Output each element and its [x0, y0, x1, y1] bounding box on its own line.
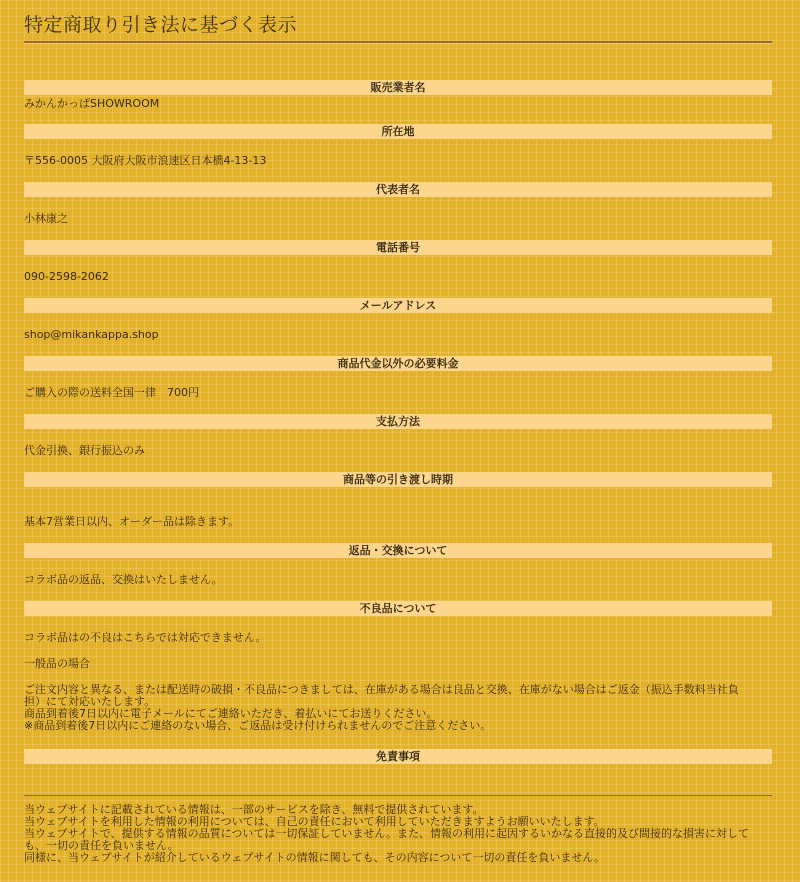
disclaimer-line: 当ウェブサイトで、提供する情報の品質については一切保証していません。また、情報の利用に起因するいかなる直接的及び間接的な損害に対して	[24, 827, 750, 840]
section-heading-email: メールアドレス	[24, 298, 772, 313]
representative-name: 小林康之	[24, 212, 68, 225]
section-heading-seller: 販売業者名	[24, 80, 772, 95]
shipping-fee: ご購入の際の送料全国一律 700円	[24, 386, 199, 399]
disclaimer-text	[24, 804, 774, 864]
collab-defect-note: コラボ品はの不良はこちらでは対応できません。	[24, 631, 267, 644]
disclaimer-divider	[24, 795, 772, 796]
section-heading-defects: 不良品について	[24, 601, 772, 616]
disclaimer-line: 当ウェブサイトを利用した情報の利用については、自己の責任において利用していただきますようお願いいたします。	[24, 815, 605, 828]
section-heading-phone: 電話番号	[24, 240, 772, 255]
disclaimer-line: も、一切の責任を負いません。	[24, 839, 179, 852]
defect-policy	[24, 684, 774, 732]
disclaimer-line: 同様に、当ウェブサイトが紹介しているウェブサイトの情報に関しても、その内容について一切の責任を負いません。	[24, 851, 606, 864]
returns-policy: コラボ品の返品、交換はいたしません。	[24, 573, 223, 586]
disclaimer-line: 当ウェブサイトに記載されている情報は、一部のサービスを除き、無料で提供されています。	[24, 803, 484, 816]
address: 〒556-0005 大阪府大阪市浪速区日本橋4-13-13	[24, 154, 267, 167]
page-title: 特定商取り引き法に基づく表示	[24, 14, 298, 36]
defect-line: 担）にて対応いたします。	[24, 695, 156, 708]
section-heading-representative: 代表者名	[24, 182, 772, 197]
section-heading-returns: 返品・交換について	[24, 543, 772, 558]
section-heading-extra-fees: 商品代金以外の必要料金	[24, 356, 772, 371]
defect-line: ご注文内容と異なる、または配送時の破損・不良品につきましては、在庫がある場合は良品と交換、在庫がない場合はご返金（振込手数料当社負	[24, 683, 739, 696]
title-divider	[24, 41, 772, 44]
phone-number: 090-2598-2062	[24, 270, 109, 283]
delivery-time: 基本7営業日以内、オーダー品は除きます。	[24, 515, 240, 528]
email-address: shop@mikankappa.shop	[24, 328, 159, 341]
defect-line: ※商品到着後7日以内にご連絡のない場合、ご返品は受け付けられませんのでご注意ください。	[24, 719, 492, 732]
seller-name: みかんかっぱSHOWROOM	[24, 97, 160, 110]
section-heading-disclaimer: 免責事項	[24, 749, 772, 764]
payment-methods: 代金引換、銀行振込のみ	[24, 444, 145, 457]
general-items-heading: 一般品の場合	[24, 657, 90, 670]
section-heading-address: 所在地	[24, 124, 772, 139]
section-heading-payment: 支払方法	[24, 414, 772, 429]
section-heading-delivery: 商品等の引き渡し時期	[24, 472, 772, 487]
defect-line: 商品到着後7日以内に電子メールにてご連絡いただき、着払いにてお送りください。	[24, 707, 438, 720]
